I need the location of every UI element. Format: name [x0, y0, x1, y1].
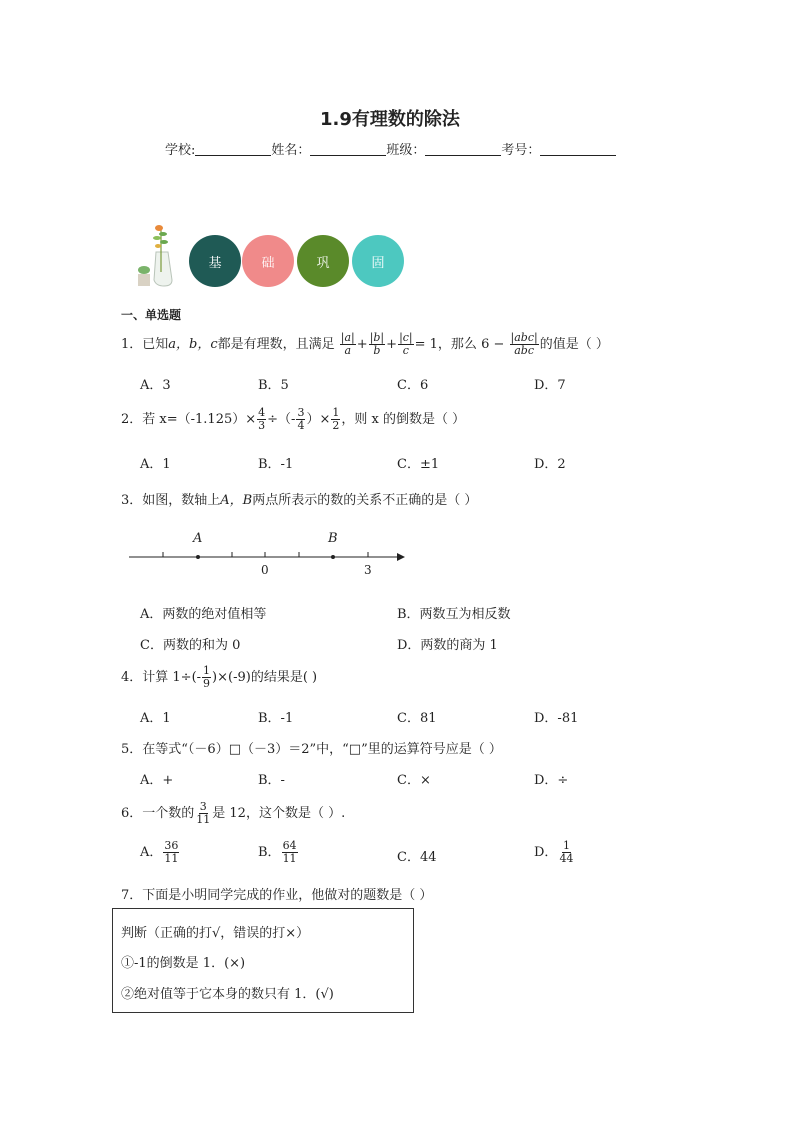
school-blank[interactable]	[195, 141, 271, 156]
q3-option-c[interactable]: C．两数的和为 0	[140, 638, 241, 653]
fraction: $\frac{4}{3}$	[258, 406, 266, 432]
class-label: 班级：	[386, 143, 426, 158]
q1-option-b[interactable]: B．5	[258, 378, 289, 393]
q5-option-d[interactable]: D．÷	[534, 773, 569, 788]
number-blank[interactable]	[540, 141, 616, 156]
fraction: $\frac{1}{44}$	[559, 839, 574, 865]
point-a	[196, 555, 200, 559]
banner-circle-4: 固	[352, 235, 404, 287]
q2-option-d[interactable]: D．2	[534, 457, 566, 472]
q6-option-a[interactable]: A． $\frac{36}{11}$	[140, 839, 179, 865]
fraction: $\frac{|a|}{a}$	[340, 331, 355, 357]
fraction: $\frac{|b|}{b}$	[369, 331, 385, 357]
question-3: 3．如图，数轴上A，B两点所表示的数的关系不正确的是（ ）	[121, 493, 478, 508]
info-line	[165, 139, 616, 158]
school-label: 学校:	[165, 143, 196, 158]
question-1: 1．已知a，b，c都是有理数，且满足 $\frac{|a|}{a}$ + $\frac{|b|}{b}$ + $\frac{|c|}{c}$ = 1，那么 6 − $\frac{\text{|abc|}}{\text{abc}}$ 的值是（ ）	[121, 331, 609, 357]
q4-option-a[interactable]: A．1	[140, 711, 171, 726]
page-title: 1.9有理数的除法	[320, 109, 460, 130]
q1-option-a[interactable]: A．3	[140, 378, 171, 393]
fraction: $\frac{3}{4}$	[297, 406, 305, 432]
q6-option-c[interactable]: C．44	[397, 850, 437, 865]
banner-circle-2: 础	[242, 235, 294, 287]
label-a: A	[193, 531, 203, 546]
q6-option-b[interactable]: B． $\frac{64}{11}$	[258, 839, 297, 865]
q4-option-c[interactable]: C．81	[397, 711, 437, 726]
q1-option-c[interactable]: C．6	[397, 378, 429, 393]
box-line-3: ②绝对值等于它本身的数只有 1．(√)	[121, 987, 334, 1002]
fraction: $\frac{64}{11}$	[282, 839, 297, 865]
q3-option-d[interactable]: D．两数的商为 1	[397, 638, 498, 653]
name-label: 姓名：	[271, 143, 311, 158]
q5-option-b[interactable]: B．-	[258, 773, 285, 788]
question-5: 5．在等式“（－6）□（－3）＝2”中，“□”里的运算符号应是（ ）	[121, 742, 502, 757]
q3-option-a[interactable]: A．两数的绝对值相等	[140, 607, 267, 622]
box-line-2: ①-1的倒数是 1．(×)	[121, 956, 246, 971]
number-label: 考号：	[501, 143, 541, 158]
q1-option-d[interactable]: D．7	[534, 378, 566, 393]
label-zero: 0	[261, 563, 269, 577]
section-heading: 一、单选题	[121, 308, 182, 322]
q4-option-b[interactable]: B．-1	[258, 711, 294, 726]
q4-option-d[interactable]: D．-81	[534, 711, 579, 726]
fraction: $\frac{1}{2}$	[332, 406, 340, 432]
q5-option-a[interactable]: A．+	[140, 773, 174, 788]
banner-circle-1: 基	[189, 235, 241, 287]
question-6: 6．一个数的 $\frac{3}{11}$ 是 12，这个数是（ ）.	[121, 800, 346, 826]
number-line-diagram	[125, 528, 410, 578]
label-three: 3	[364, 563, 372, 577]
name-blank[interactable]	[310, 141, 386, 156]
fraction: $\frac{3}{11}$	[196, 800, 211, 826]
class-blank[interactable]	[425, 141, 501, 156]
q2-option-c[interactable]: C．±1	[397, 457, 440, 472]
question-4: 4．计算 1÷(- $\frac{1}{9}$ )×(-9)的结果是( )	[121, 664, 318, 690]
question-7: 7．下面是小明同学完成的作业，他做对的题数是（ ）	[121, 888, 433, 903]
fraction: $\frac{\text{|abc|}}{\text{abc}}$	[510, 331, 538, 357]
fraction: $\frac{36}{11}$	[164, 839, 179, 865]
fraction: $\frac{1}{9}$	[203, 664, 211, 690]
banner-circle-3: 巩	[297, 235, 349, 287]
q5-option-c[interactable]: C．×	[397, 773, 431, 788]
box-line-1: 判断（正确的打√，错误的打×）	[121, 926, 310, 941]
label-b: B	[328, 531, 338, 546]
question-2: 2．若 x=（-1.125）× $\frac{4}{3}$ ÷（- $\frac{3}{4}$ ）× $\frac{1}{2}$ ，则 x 的倒数是（ ）	[121, 406, 466, 432]
q2-option-a[interactable]: A．1	[140, 457, 171, 472]
q2-option-b[interactable]: B．-1	[258, 457, 294, 472]
vase-plant-icon	[134, 222, 184, 290]
q6-option-d[interactable]: D． $\frac{1}{44}$	[534, 839, 574, 865]
homework-box	[112, 908, 414, 1013]
fraction: $\frac{|c|}{c}$	[399, 331, 413, 357]
q3-option-b[interactable]: B．两数互为相反数	[397, 607, 511, 622]
point-b	[331, 555, 335, 559]
